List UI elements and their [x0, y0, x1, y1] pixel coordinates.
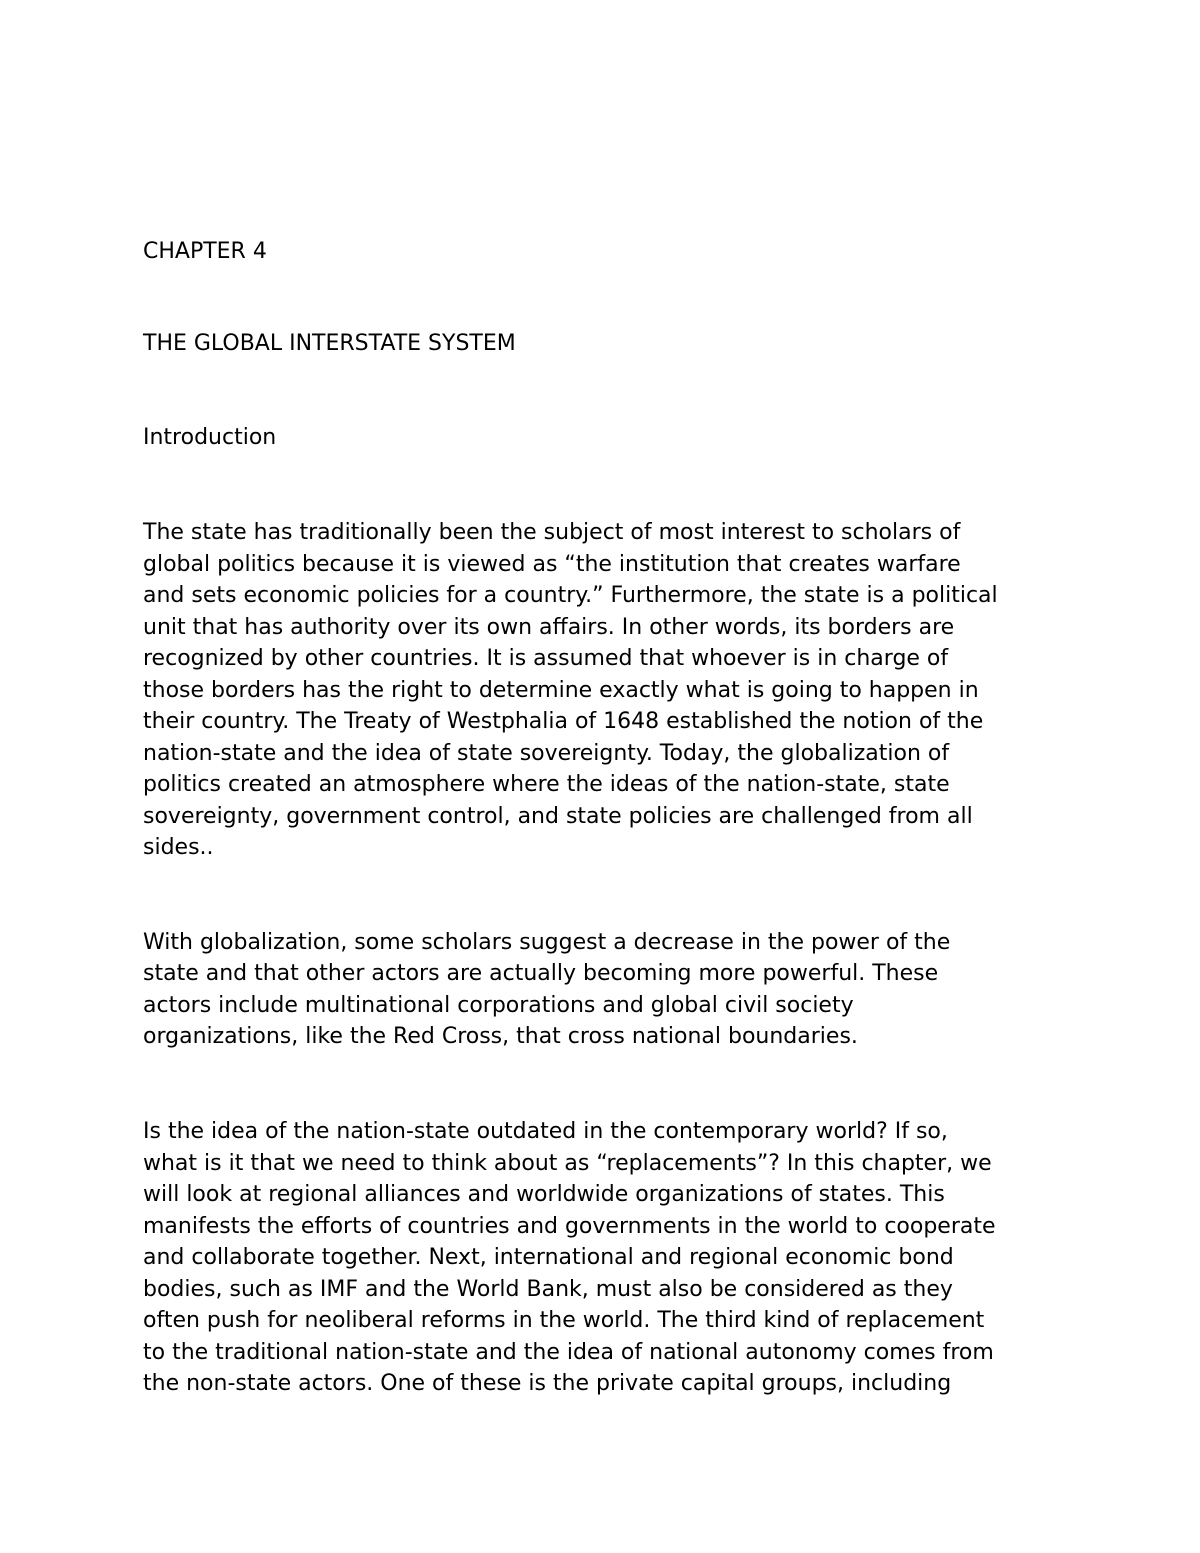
paragraph-line: organizations, like the Red Cross, that cross national boundaries.	[143, 1024, 858, 1049]
paragraph-line: bodies, such as IMF and the World Bank, must also be considered as they	[143, 1277, 953, 1302]
paragraph-line: will look at regional alliances and worldwide organizations of states. This	[143, 1182, 945, 1207]
section-heading: Introduction	[143, 425, 277, 450]
paragraph-line: those borders has the right to determine exactly what is going to happen in	[143, 678, 979, 703]
paragraph-line: With globalization, some scholars suggest a decrease in the power of the	[143, 930, 951, 955]
chapter-label: CHAPTER 4	[143, 239, 267, 264]
paragraph-line: The state has traditionally been the subject of most interest to scholars of	[143, 520, 961, 545]
paragraph-line: to the traditional nation-state and the idea of national autonomy comes from	[143, 1340, 994, 1365]
paragraph-line: their country. The Treaty of Westphalia of 1648 established the notion of the	[143, 709, 984, 734]
paragraph-line: and sets economic policies for a country.” Furthermore, the state is a political	[143, 583, 998, 608]
paragraph-line: global politics because it is viewed as “the institution that creates warfare	[143, 552, 961, 577]
paragraph-line: often push for neoliberal reforms in the world. The third kind of replacement	[143, 1308, 985, 1333]
paragraph-line: Is the idea of the nation-state outdated in the contemporary world? If so,	[143, 1119, 948, 1144]
paragraph-line: manifests the efforts of countries and governments in the world to cooperate	[143, 1214, 996, 1239]
paragraph-line: unit that has authority over its own affairs. In other words, its borders are	[143, 615, 955, 640]
paragraph-line: politics created an atmosphere where the ideas of the nation-state, state	[143, 772, 950, 797]
paragraph-line: what is it that we need to think about as “replacements”? In this chapter, we	[143, 1151, 992, 1176]
paragraph-line: actors include multinational corporations and global civil society	[143, 993, 854, 1018]
paragraph-line: recognized by other countries. It is assumed that whoever is in charge of	[143, 646, 949, 671]
chapter-title: THE GLOBAL INTERSTATE SYSTEM	[143, 331, 516, 356]
paragraph-line: nation-state and the idea of state sovereignty. Today, the globalization of	[143, 741, 950, 766]
paragraph-line: sovereignty, government control, and state policies are challenged from all	[143, 804, 973, 829]
paragraph-line: state and that other actors are actually becoming more powerful. These	[143, 961, 939, 986]
paragraph-line: sides..	[143, 835, 214, 860]
paragraph-line: the non-state actors. One of these is the private capital groups, including	[143, 1371, 952, 1396]
paragraph-line: and collaborate together. Next, international and regional economic bond	[143, 1245, 954, 1270]
